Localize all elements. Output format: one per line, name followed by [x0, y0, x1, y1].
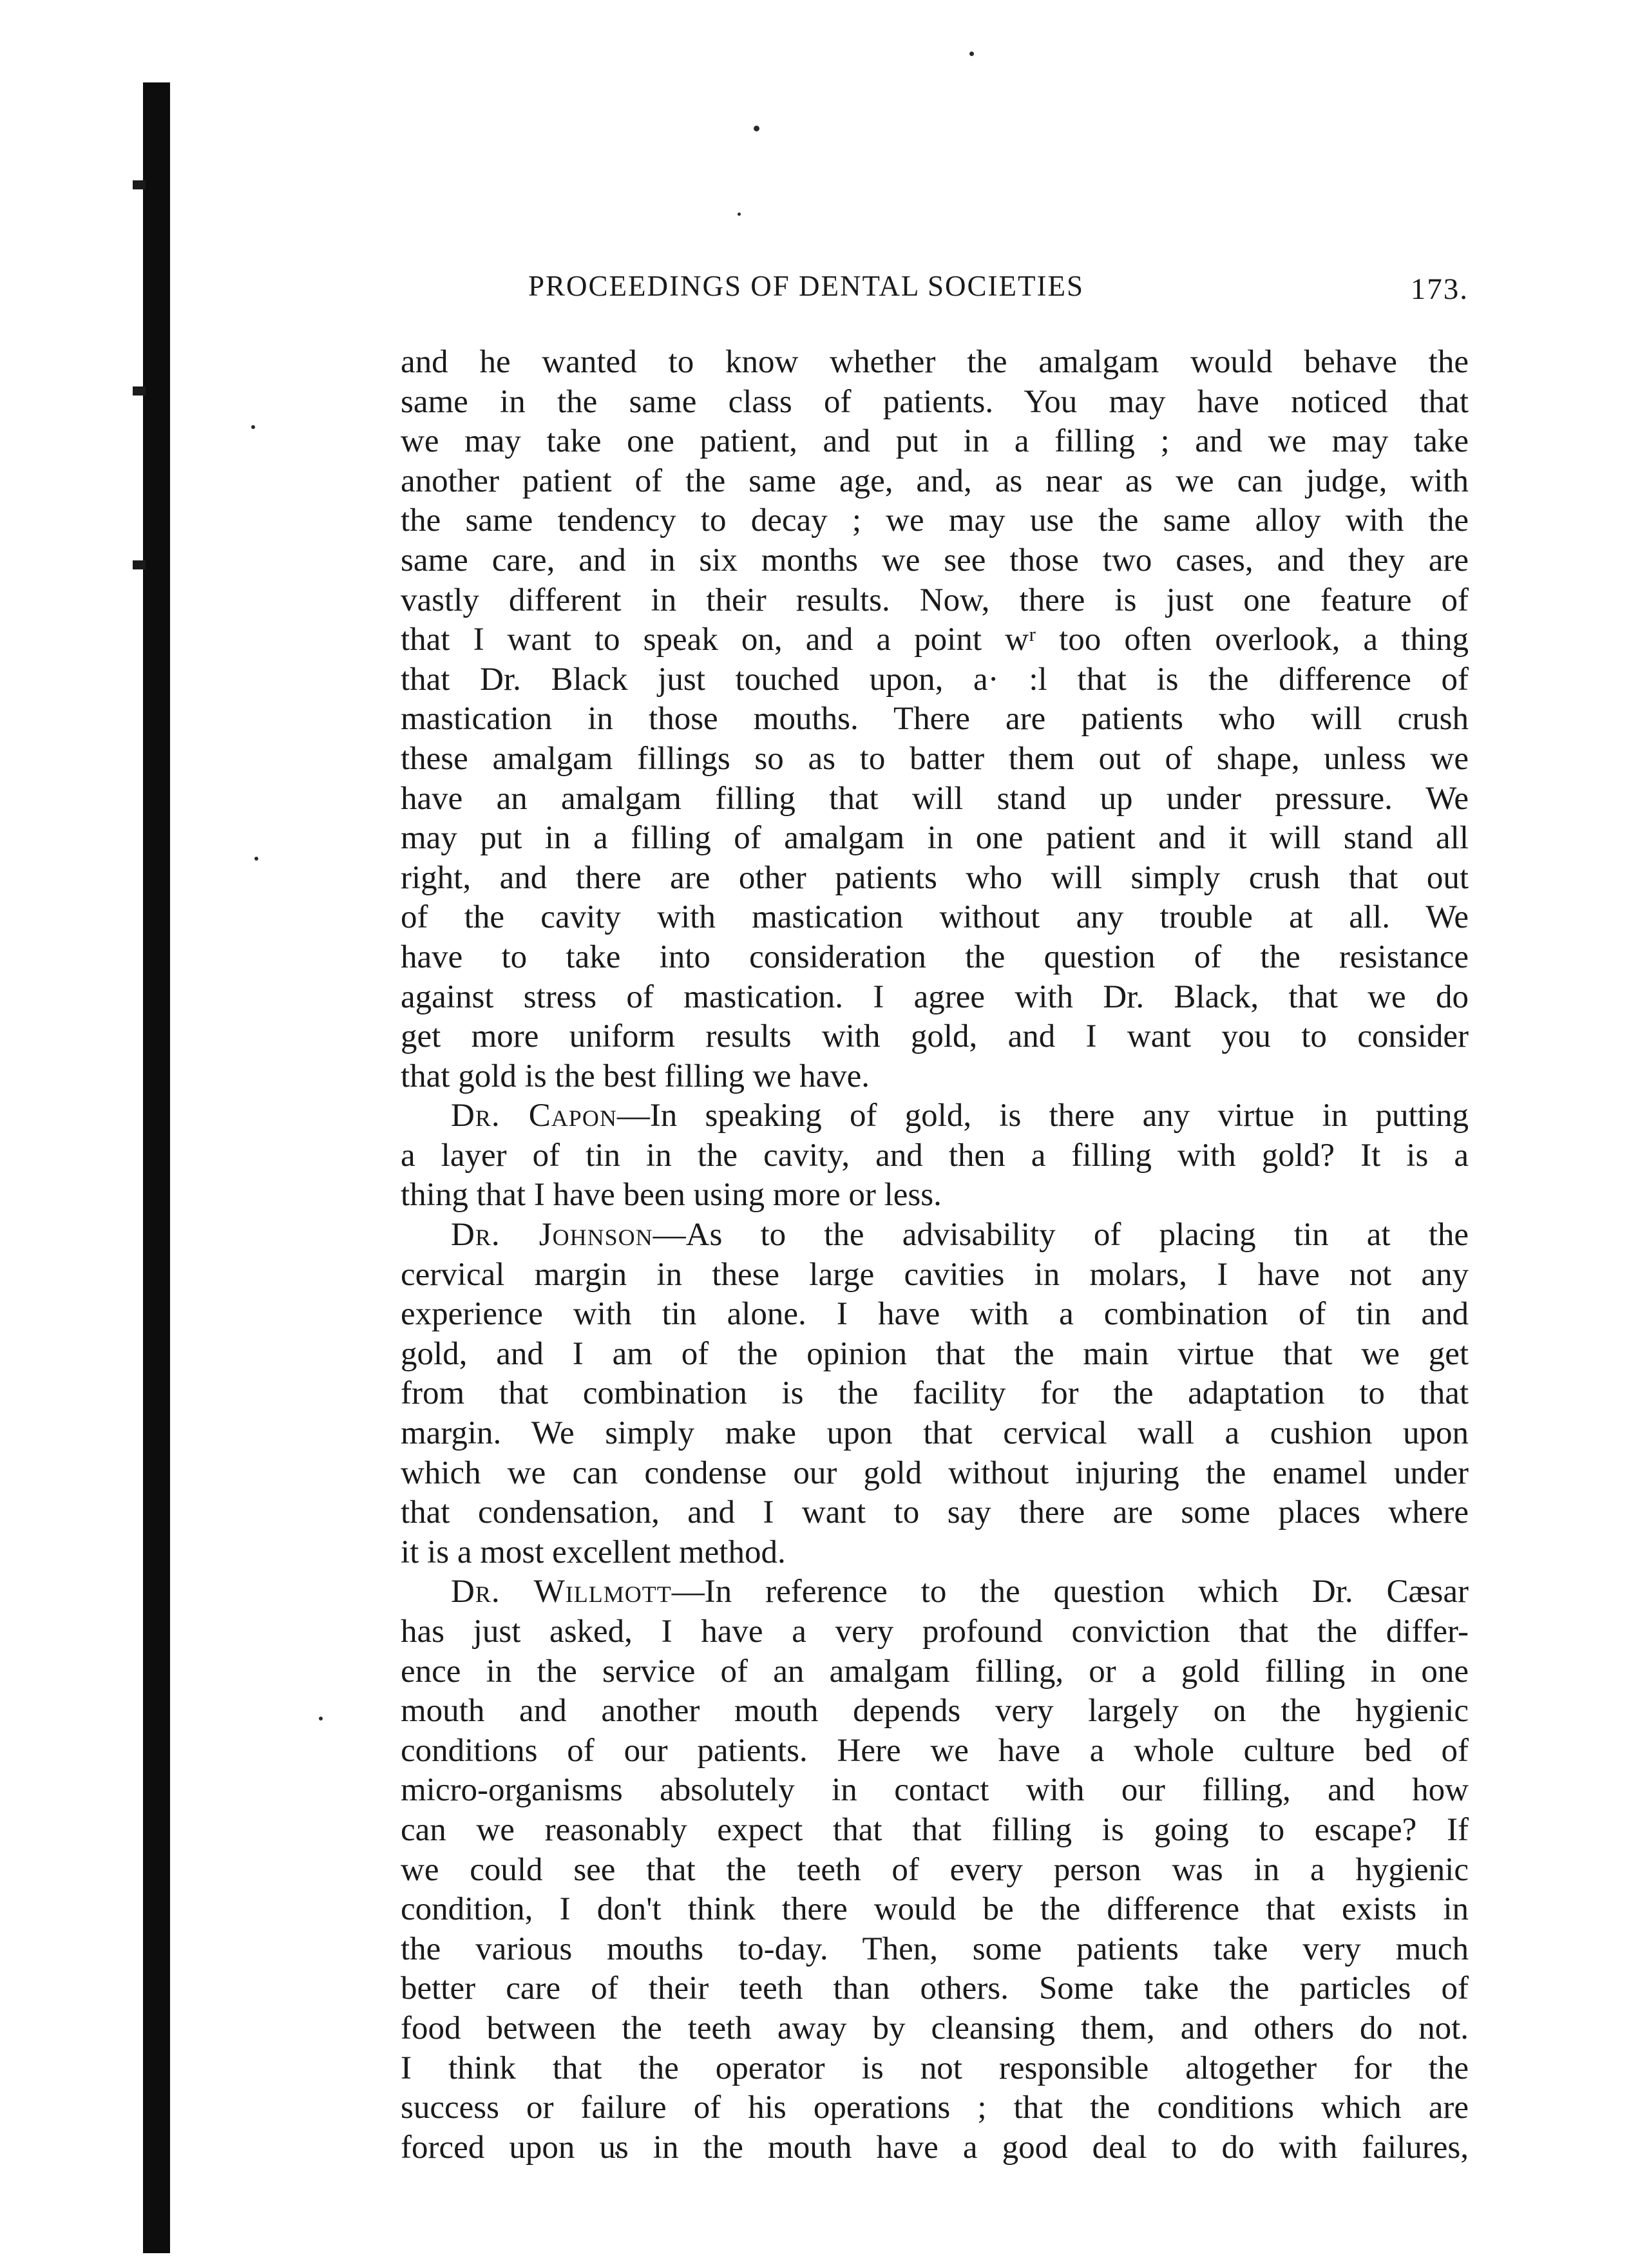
ink-speck: [969, 52, 974, 56]
speaker-name: Dr. Willmott: [451, 1574, 672, 1610]
text-line: same in the same class of patients. You may have noticed that: [401, 383, 1469, 420]
page-number: 173.: [1410, 272, 1469, 306]
text-line: have an amalgam filling that will stand up under pressure. We: [401, 780, 1469, 817]
text-line: mastication in those mouths. There are patients who will crush: [401, 701, 1469, 738]
text-line: I think that the operator is not responsible altogether for the: [401, 2050, 1469, 2086]
text-line: the various mouths to-day. Then, some patients take very much: [401, 1930, 1469, 1967]
text-line: of the cavity with mastication without any trouble at all. We: [401, 899, 1469, 936]
text-line: [401, 1215, 1469, 1255]
text-line: micro-organisms absolutely in contact with our filling, and how: [401, 1772, 1469, 1809]
text-line: [401, 1096, 1469, 1136]
text-line: better care of their teeth than others. Some take the particles of: [401, 1970, 1469, 2007]
text-line: can we reasonably expect that that filling is going to escape? If: [401, 1811, 1469, 1848]
text-line: vastly different in their results. Now, there is just one feature of: [401, 582, 1469, 618]
text-line: we could see that the teeth of every person was in a hygienic: [401, 1851, 1469, 1888]
text-line: against stress of mastication. I agree with Dr. Black, that we do: [401, 978, 1469, 1015]
speaker-name: Dr. Johnson: [451, 1217, 653, 1253]
text-line: a layer of tin in the cavity, and then a filling with gold? It is a: [401, 1137, 1469, 1174]
text-line: and he wanted to know whether the amalgam would behave the: [401, 344, 1469, 380]
text-line: that gold is the best filling we have.: [401, 1058, 870, 1094]
ink-speck: [319, 1717, 323, 1720]
text-line: success or failure of his operations ; that the conditions which are: [401, 2090, 1469, 2126]
text-line-content: —In reference to the question which Dr. Cæsar: [671, 1574, 1469, 1610]
text-line: food between the teeth away by cleansing them, and others do not.: [401, 2010, 1469, 2046]
text-line: that I want to speak on, and a point wʳ too often overlook, a thing: [401, 622, 1469, 658]
paragraph-johnson: [401, 1215, 1469, 1572]
text-line: mouth and another mouth depends very largely on the hygienic: [401, 1693, 1469, 1730]
text-line-content: —As to the advisability of placing tin at the: [653, 1217, 1469, 1253]
text-line: gold, and I am of the opinion that the main virtue that we get: [401, 1335, 1469, 1372]
running-head-title: PROCEEDINGS OF DENTAL SOCIETIES: [528, 270, 1084, 302]
text-line: ence in the service of an amalgam filling, or a gold filling in one: [401, 1653, 1469, 1690]
text-line: that condensation, and I want to say there are some places where: [401, 1494, 1469, 1531]
body-text: [401, 343, 1469, 2168]
text-line: that Dr. Black just touched upon, a· :l that is the difference of: [401, 661, 1469, 698]
ink-speck: [738, 213, 741, 216]
binding-notch: [133, 560, 146, 569]
paragraph-willmott: [401, 1572, 1469, 2168]
text-line: conditions of our patients. Here we have a whole culture bed of: [401, 1732, 1469, 1769]
text-line: have to take into consideration the question of the resistance: [401, 939, 1469, 975]
text-line: it is a most excellent method.: [401, 1534, 786, 1570]
text-line: thing that I have been using more or less.: [401, 1177, 942, 1214]
text-line: may put in a filling of amalgam in one patient and it will stand all: [401, 820, 1469, 857]
text-line: these amalgam fillings so as to batter them out of shape, unless we: [401, 740, 1469, 777]
text-line: the same tendency to decay ; we may use the same alloy with the: [401, 502, 1469, 539]
text-line-content: —In speaking of gold, is there any virtue in putting: [616, 1098, 1469, 1134]
paragraph-capon: [401, 1096, 1469, 1215]
ink-speck: [254, 857, 258, 861]
text-line: margin. We simply make upon that cervical wall a cushion upon: [401, 1415, 1469, 1452]
text-line: same care, and in six months we see those two cases, and they are: [401, 542, 1469, 578]
text-line: we may take one patient, and put in a filling ; and we may take: [401, 423, 1469, 460]
text-line: forced upon us in the mouth have a good deal to do with failures,: [401, 2129, 1469, 2166]
ink-speck: [251, 425, 255, 429]
text-line: condition, I don't think there would be the difference that exists in: [401, 1891, 1469, 1928]
text-line: from that combination is the facility for the adaptation to that: [401, 1375, 1469, 1412]
text-line: cervical margin in these large cavities in molars, I have not any: [401, 1256, 1469, 1293]
paragraph: [401, 343, 1469, 1096]
binding-notch: [133, 180, 146, 189]
speaker-name: Dr. Capon: [451, 1098, 617, 1134]
running-head: [399, 264, 1494, 316]
text-line: which we can condense our gold without injuring the enamel under: [401, 1454, 1469, 1491]
ink-speck: [754, 126, 759, 131]
text-line: get more uniform results with gold, and I want you to consider: [401, 1018, 1469, 1055]
text-line: another patient of the same age, and, as near as we can judge, with: [401, 462, 1469, 499]
text-line: has just asked, I have a very profound conviction that the differ-: [401, 1614, 1469, 1650]
binding-notch: [133, 386, 146, 395]
text-line: right, and there are other patients who will simply crush that out: [401, 859, 1469, 896]
binding-shadow: [143, 82, 170, 2253]
text-line: [401, 1572, 1469, 1612]
text-line: experience with tin alone. I have with a combination of tin and: [401, 1296, 1469, 1333]
